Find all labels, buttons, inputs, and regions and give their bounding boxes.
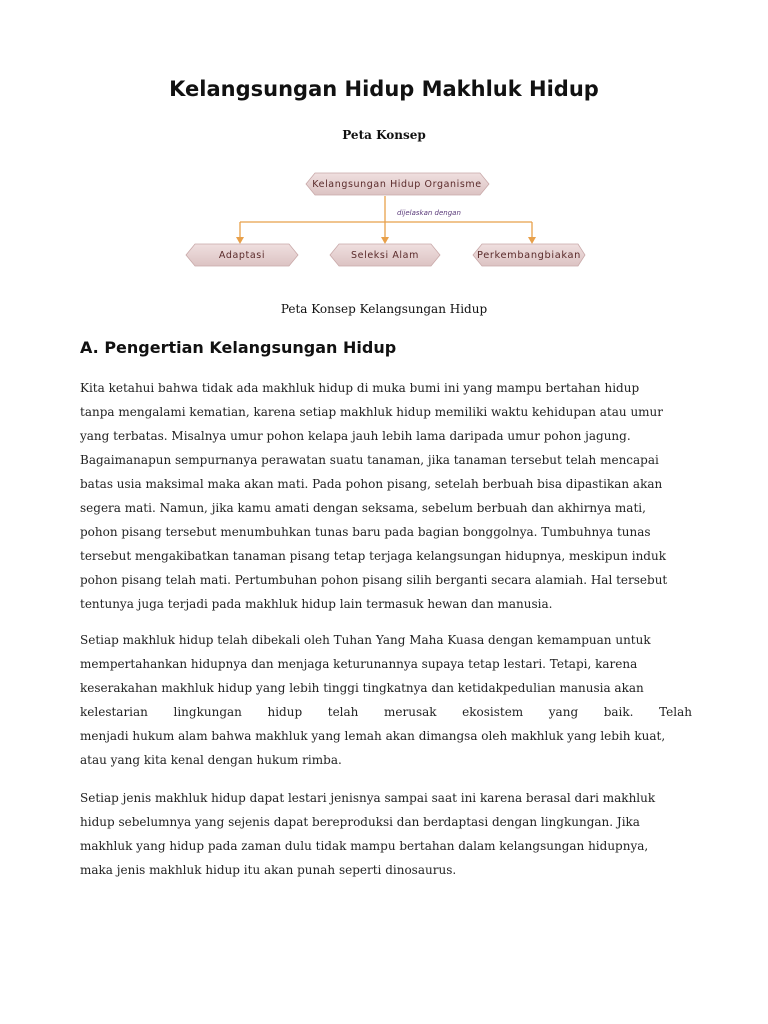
arrowhead-adaptasi xyxy=(236,237,244,244)
paragraph-line: tanpa mengalami kematian, karena setiap makhluk hidup memiliki waktu kehidupan atau umur xyxy=(80,405,664,419)
paragraph-line: menjadi hukum alam bahwa makhluk yang lemah akan dimangsa oleh makhluk yang lebih kuat, xyxy=(80,729,666,743)
paragraph-line: tentunya juga terjadi pada makhluk hidup lain termasuk hewan dan manusia. xyxy=(80,597,553,611)
node-seleksi-alam xyxy=(330,244,440,266)
paragraph-1 xyxy=(80,379,692,619)
paragraph-line: atau yang kita kenal dengan hukum rimba. xyxy=(80,753,342,767)
paragraph-line-justified xyxy=(80,703,692,721)
paragraph-line: Bagaimanapun sempurnanya perawatan suatu tanaman, jika tanaman tersebut telah mencapai xyxy=(80,453,659,467)
paragraph-word: merusak xyxy=(384,705,437,719)
paragraph-word: yang xyxy=(548,705,579,719)
paragraph-line: segera mati. Namun, jika kamu amati dengan seksama, sebelum berbuah dan akhirnya mati, xyxy=(80,501,646,515)
paragraph-line: mempertahankan hidupnya dan menjaga keturunannya supaya tetap lestari. Tetapi, karena xyxy=(80,657,638,671)
paragraph-word: kelestarian xyxy=(80,705,148,719)
document-title: Kelangsungan Hidup Makhluk Hidup xyxy=(169,77,599,101)
arrowhead-seleksi-alam xyxy=(381,237,389,244)
paragraph-line: batas usia maksimal maka akan mati. Pada pohon pisang, setelah berbuah bisa dipastikan akan xyxy=(80,477,663,491)
arrowhead-perkembangbiakan xyxy=(528,237,536,244)
paragraph-line: pohon pisang telah mati. Pertumbuhan pohon pisang silih berganti secara alamiah. Hal tersebut xyxy=(80,573,668,587)
node-adaptasi-label: Adaptasi xyxy=(218,250,266,261)
node-perkembangbiakan-label: Perkembangbiakan xyxy=(477,250,581,261)
node-root-label: Kelangsungan Hidup Organisme xyxy=(312,179,482,190)
paragraph-word: ekosistem xyxy=(462,705,524,719)
concept-map-label: Peta Konsep xyxy=(342,128,426,142)
figure-caption: Peta Konsep Kelangsungan Hidup xyxy=(280,302,488,316)
node-perkembangbiakan xyxy=(473,244,585,266)
paragraph-line: Kita ketahui bahwa tidak ada makhluk hidup di muka bumi ini yang mampu bertahan hidup xyxy=(80,381,640,395)
diagram-connectors xyxy=(240,196,532,239)
paragraph-line: pohon pisang tersebut menumbuhkan tunas baru pada bagian bonggolnya. Tumbuhnya tunas xyxy=(80,525,651,539)
paragraph-line: maka jenis makhluk hidup itu akan punah seperti dinosaurus. xyxy=(80,863,457,877)
paragraph-line: keserakahan makhluk hidup yang lebih tinggi tingkatnya dan ketidakpedulian manusia akan xyxy=(80,681,644,695)
paragraph-2 xyxy=(80,631,692,775)
paragraph-word: baik. xyxy=(603,705,634,719)
paragraph-line: tersebut mengakibatkan tanaman pisang tetap terjaga kelangsungan hidupnya, meskipun induk xyxy=(80,549,666,563)
diagram-arrowheads xyxy=(236,237,536,244)
paragraph-word: hidup xyxy=(267,705,303,719)
paragraph-line: hidup sebelumnya yang sejenis dapat bereproduksi dan berdaptasi dengan lingkungan. Jika xyxy=(80,815,640,829)
node-root xyxy=(306,173,489,195)
paragraph-word: Telah xyxy=(659,705,692,719)
concept-map-diagram xyxy=(180,165,590,280)
paragraph-line: makhluk yang hidup pada zaman dulu tidak mampu bertahan dalam kelangsungan hidupnya, xyxy=(80,839,649,853)
paragraph-word: telah xyxy=(327,705,359,719)
section-heading: A. Pengertian Kelangsungan Hidup xyxy=(80,338,397,357)
paragraph-line: Setiap makhluk hidup telah dibekali oleh Tuhan Yang Maha Kuasa dengan kemampuan untuk xyxy=(80,633,651,647)
paragraph-line: yang terbatas. Misalnya umur pohon kelapa jauh lebih lama daripada umur pohon jagung. xyxy=(80,429,631,443)
edge-label: dijelaskan dengan xyxy=(397,209,461,217)
paragraph-line: Setiap jenis makhluk hidup dapat lestari jenisnya sampai saat ini karena berasal dari makhluk xyxy=(80,791,656,805)
node-adaptasi xyxy=(186,244,298,266)
paragraph-3 xyxy=(80,789,692,885)
node-seleksi-alam-label: Seleksi Alam xyxy=(351,250,419,261)
paragraph-word: lingkungan xyxy=(173,705,242,719)
